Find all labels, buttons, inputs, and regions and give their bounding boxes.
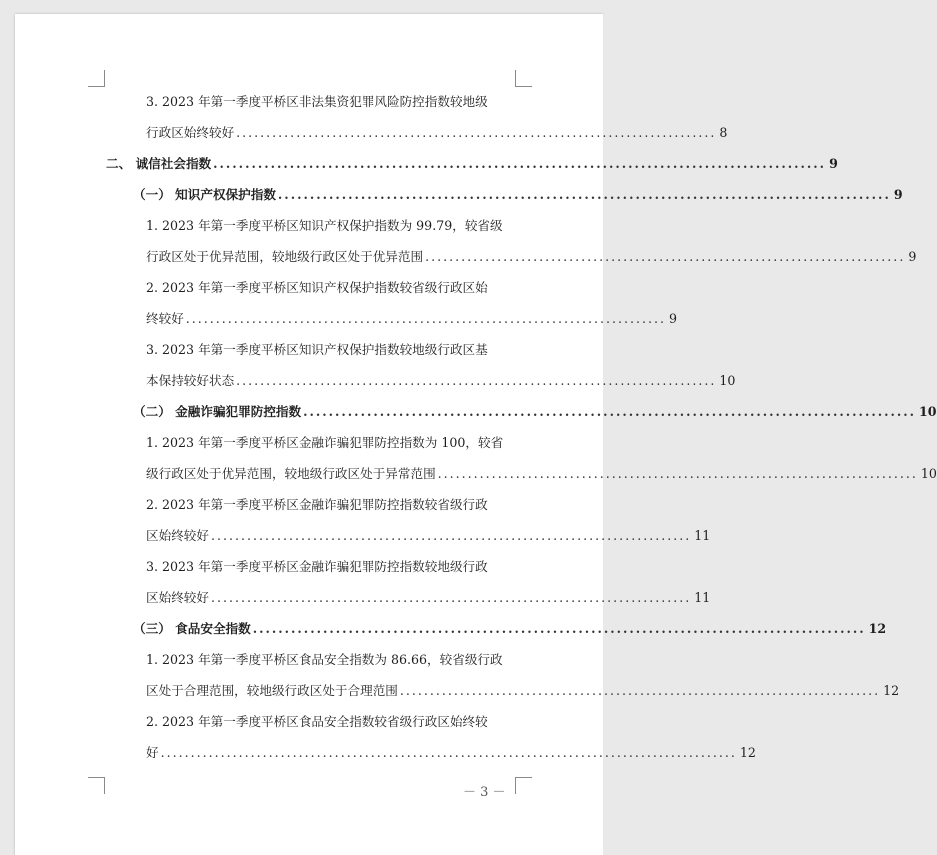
toc-entry-text[interactable]: 2. 2023 年第一季度平桥区知识产权保护指数较省级行政区始 <box>146 280 488 295</box>
toc-page-number: 10 <box>920 466 937 481</box>
toc-entry-text[interactable]: 2. 2023 年第一季度平桥区食品安全指数较省级行政区始终较 <box>146 714 488 729</box>
toc-entry[interactable] <box>146 372 736 390</box>
toc-entry-text: 区始终较好 <box>146 590 209 605</box>
toc-entry-text: 本保持较好状态 <box>146 373 235 388</box>
toc-entry-text: （一） 知识产权保护指数 <box>133 187 276 202</box>
dot-leader: ................................................................................................ <box>252 621 866 636</box>
toc-entry-text[interactable]: 1. 2023 年第一季度平桥区食品安全指数为 86.66，较省级行政 <box>146 652 503 667</box>
toc-page-number: 9 <box>669 311 678 326</box>
toc-subsection-heading[interactable] <box>133 186 903 204</box>
toc-entry-text[interactable]: 3. 2023 年第一季度平桥区非法集资犯罪风险防控指数较地级 <box>146 94 488 109</box>
toc-entry[interactable] <box>146 248 917 266</box>
dot-leader: ................................................................................................ <box>213 156 827 171</box>
dot-leader: ................................................................................................ <box>160 745 737 760</box>
dot-leader: ................................................................................ <box>399 683 881 698</box>
dot-leader: ................................................................................ <box>425 249 906 264</box>
toc-page-number: 9 <box>829 156 838 171</box>
toc-entry[interactable] <box>146 124 728 142</box>
dot-leader: ................................................................................ <box>210 528 692 543</box>
toc-entry-text: （三） 食品安全指数 <box>133 621 251 636</box>
dot-leader: ................................................................................ <box>236 373 717 388</box>
dot-leader: ................................................................................................ <box>277 187 891 202</box>
toc-page-number: 11 <box>694 528 711 543</box>
toc-entry-text: 区处于合理范围，较地级行政区处于合理范围 <box>146 683 398 698</box>
crop-mark-top-left <box>88 70 105 87</box>
dot-leader: ................................................................................ <box>185 311 667 326</box>
dot-leader: ................................................................................ <box>437 466 918 481</box>
toc-entry-text: 二、 诚信社会指数 <box>106 156 212 171</box>
toc-page-number: 8 <box>719 125 728 140</box>
toc-entry-text[interactable]: 3. 2023 年第一季度平桥区金融诈骗犯罪防控指数较地级行政 <box>146 559 488 574</box>
toc-entry[interactable] <box>146 682 900 700</box>
toc-entry[interactable] <box>146 465 937 483</box>
page-footer-number: － 3 － <box>463 785 506 800</box>
toc-entry-text: 好 <box>146 745 159 760</box>
toc-entry[interactable] <box>146 744 756 762</box>
crop-mark-bottom-left <box>88 777 105 794</box>
toc-page-number: 11 <box>694 590 711 605</box>
toc-subsection-heading[interactable] <box>133 403 937 421</box>
toc-section-heading[interactable] <box>106 155 838 173</box>
toc-entry-text: 行政区处于优异范围，较地级行政区处于优异范围 <box>146 249 424 264</box>
toc-entry[interactable] <box>146 589 711 607</box>
toc-entry-text: 行政区始终较好 <box>146 125 235 140</box>
toc-page-number: 10 <box>919 404 937 419</box>
toc-page-number: 10 <box>719 373 736 388</box>
toc-entry-text: （二） 金融诈骗犯罪防控指数 <box>133 404 302 419</box>
dot-leader: ................................................................................ <box>210 590 692 605</box>
toc-entry-text: 终较好 <box>146 311 184 326</box>
toc-entry[interactable] <box>146 310 678 328</box>
window-top-gap <box>0 0 618 14</box>
toc-entry-text: 区始终较好 <box>146 528 209 543</box>
toc-entry-text[interactable]: 3. 2023 年第一季度平桥区知识产权保护指数较地级行政区基 <box>146 342 488 357</box>
toc-entry-text[interactable]: 1. 2023 年第一季度平桥区金融诈骗犯罪防控指数为 100，较省 <box>146 435 504 450</box>
crop-mark-bottom-right <box>515 777 532 794</box>
toc-page-number: 9 <box>893 187 903 202</box>
dot-leader: ................................................................................................ <box>303 404 917 419</box>
crop-mark-top-right <box>515 70 532 87</box>
toc-entry-text: 级行政区处于优异范围，较地级行政区处于异常范围 <box>146 466 436 481</box>
toc-page-number: 12 <box>739 745 756 760</box>
toc-entry[interactable] <box>146 527 711 545</box>
toc-entry-text[interactable]: 2. 2023 年第一季度平桥区金融诈骗犯罪防控指数较省级行政 <box>146 497 488 512</box>
toc-entry-text[interactable]: 1. 2023 年第一季度平桥区知识产权保护指数为 99.79，较省级 <box>146 218 503 233</box>
toc-page-number: 12 <box>868 621 887 636</box>
toc-subsection-heading[interactable] <box>133 620 887 638</box>
toc-page-number: 12 <box>883 683 900 698</box>
dot-leader: ................................................................................ <box>236 125 717 140</box>
toc-page-number: 9 <box>908 249 917 264</box>
